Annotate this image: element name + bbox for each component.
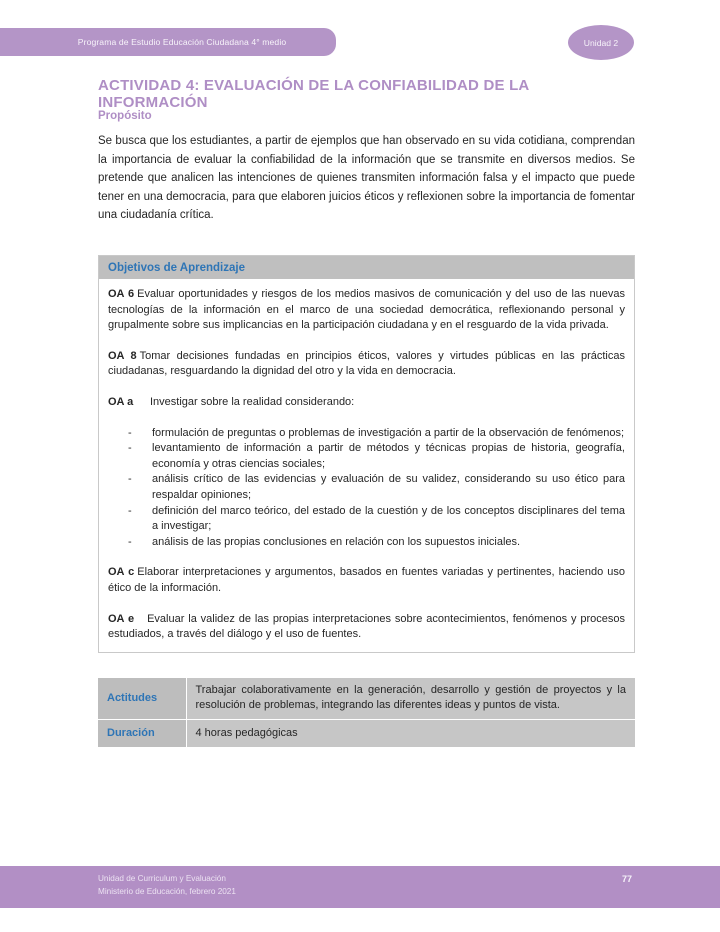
oa-a-bullet-text: formulación de preguntas o problemas de investigación a partir de la observación de fenómenos; <box>152 426 625 439</box>
activity-title: ACTIVIDAD 4: EVALUACIÓN DE LA CONFIABILIDAD DE LA INFORMACIÓN <box>98 77 529 111</box>
footer-org-line1: Unidad de Curriculum y Evaluación <box>98 874 226 883</box>
oa8-text: Tomar decisiones fundadas en principios éticos, valores y virtudes públicas en las prácticas ciudadanas, resguardando la dignidad del otro y la vida en democracia. <box>108 349 625 378</box>
oa8-paragraph <box>108 349 625 380</box>
oa-c-label: OA c <box>108 566 135 579</box>
oa-a-bullet-list <box>128 426 625 551</box>
oa-a-bullet-item <box>128 441 625 472</box>
objectives-body <box>99 280 634 652</box>
unit-badge <box>568 25 634 60</box>
oa6-label: OA 6 <box>108 288 135 300</box>
oa-a-bullet-text: análisis de las propias conclusiones en relación con los supuestos iniciales. <box>152 535 521 548</box>
dash-bullet-marker: - <box>128 473 132 486</box>
unit-badge-label: Unidad 2 <box>583 37 619 48</box>
purpose-heading: Propósito <box>98 110 152 122</box>
oa-a-bullet-text: definición del marco teórico, del estado de la cuestión y de los conceptos disciplinares del tema a investigar; <box>152 504 625 533</box>
oa-e-paragraph <box>108 612 625 643</box>
oa-c-text: Elaborar interpretaciones y argumentos, basados en fuentes variadas y pertinentes, haciendo uso ético de la información. <box>108 566 625 594</box>
attitudes-row <box>98 678 635 719</box>
objectives-table <box>98 255 635 653</box>
program-banner-label: Programa de Estudio Educación Ciudadana 4° medio <box>77 37 287 47</box>
oa-c-paragraph <box>108 565 625 596</box>
oa-a-intro-row <box>108 395 625 411</box>
footer-org-line2: Ministerio de Educación, febrero 2021 <box>98 886 236 896</box>
oa6-text: Evaluar oportunidades y riesgos de los medios masivos de comunicación y del uso de las nuevas tecnologías de la información en el marco de una sociedad democrática, reflexionando personal y grupalmente sobre sus implicancias en la participación ciudadana y en el resguardo de la vida privada. <box>108 288 625 332</box>
dash-bullet-marker: - <box>128 442 132 455</box>
page-number: 77 <box>622 874 633 884</box>
oa6-paragraph <box>108 287 625 334</box>
dash-bullet-marker: - <box>128 535 132 548</box>
oa-a-label: OA a <box>108 395 134 408</box>
attitudes-value: Trabajar colaborativamente en la generación, desarrollo y gestión de proyectos y la resolución de problemas, integrando las diferentes ideas y puntos de vista. <box>186 678 635 719</box>
duration-label: Duración <box>98 719 186 747</box>
footer-bar <box>0 866 720 908</box>
oa-a-bullet-item <box>128 472 625 503</box>
oa-e-label: OA e <box>108 612 135 625</box>
attitudes-label: Actitudes <box>98 678 186 719</box>
oa-a-bullet-item <box>128 426 625 442</box>
attributes-table <box>98 678 635 747</box>
purpose-paragraph: Se busca que los estudiantes, a partir de ejemplos que han observado en su vida cotidiana, comprendan la importancia de evaluar la confiabilidad de la información que se transmite en diversos medios. Se pretende que analicen las intenciones de quienes transmiten información falsa y el impacto que puede tener en una democracia, para que elaboren juicios éticos y reflexionen sobre la importancia de fomentar una ciudadanía crítica. <box>98 135 635 222</box>
oa-a-bullet-item <box>128 504 625 535</box>
oa-a-intro: Investigar sobre la realidad considerando: <box>150 395 355 408</box>
oa-a-bullet-item <box>128 535 625 551</box>
oa-a-bullet-text: análisis crítico de las evidencias y evaluación de su validez, considerando su uso ético para respaldar opiniones; <box>152 473 625 501</box>
footer-org <box>98 873 236 898</box>
duration-row <box>98 719 635 747</box>
oa8-label: OA 8 <box>108 349 137 362</box>
program-banner <box>0 28 336 56</box>
objectives-header: Objetivos de Aprendizaje <box>99 256 634 280</box>
dash-bullet-marker: - <box>128 426 132 439</box>
dash-bullet-marker: - <box>128 504 132 517</box>
oa-e-text: Evaluar la validez de las propias interpretaciones sobre acontecimientos, fenómenos y procesos estudiados, a través del diálogo y el uso de fuentes. <box>108 612 625 641</box>
oa-a-bullet-text: levantamiento de información a partir de métodos y técnicas propias de historia, geografía, economía y otras ciencias sociales; <box>152 442 625 470</box>
duration-value: 4 horas pedagógicas <box>186 719 635 747</box>
